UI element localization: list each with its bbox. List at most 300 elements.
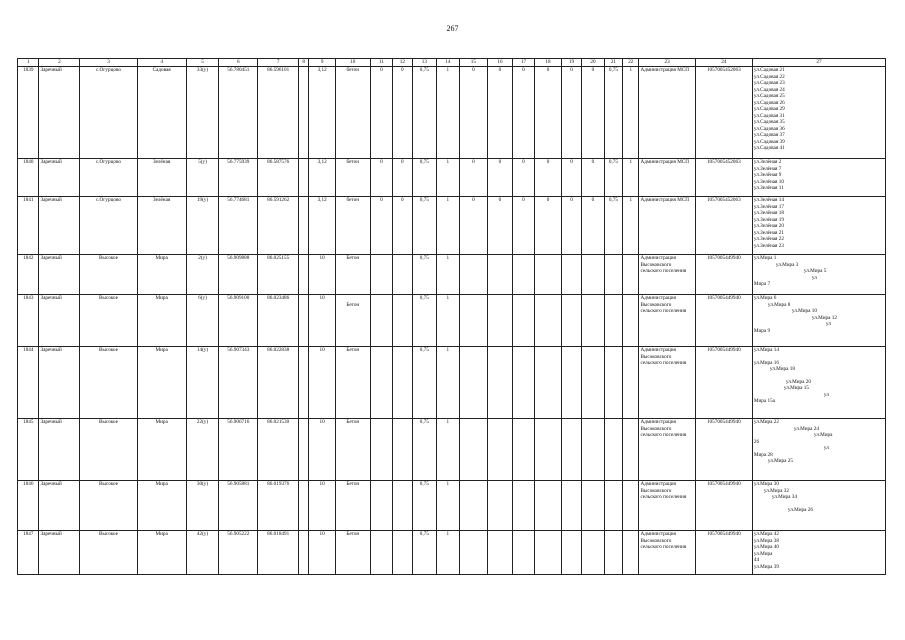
address-line: ул.Зелёная 14 [753,197,784,203]
col13-cell: 0,75 [412,197,437,255]
house-cell: 19(у) [186,197,219,255]
col8-cell [299,481,309,531]
area-cell: 10 [309,295,336,347]
address-line: ул.Зелёная 18 [753,210,784,216]
address-line: ул.Зелёная 20 [753,223,784,229]
address-line: ул.Мира 12 [811,314,837,321]
row-number: 1839 [18,67,39,159]
latitude-cell: 56.906716 [219,419,258,481]
address-line: ул.Садовая 39 [753,138,785,145]
row-number: 1846 [18,481,39,531]
surface-cell: бетон [335,67,370,159]
longitude-cell: 86.591262 [258,197,299,255]
col12-cell [393,255,412,295]
col14-cell: 1 [437,67,459,159]
column-header: 24 [695,59,752,67]
col18-cell [535,347,562,419]
col16-cell [488,295,513,347]
address-line: ул.Мира 34 [771,494,797,500]
house-cell: 5(у) [186,159,219,197]
locality-cell: Высокое [80,347,137,419]
address-line: ул.Садовая 35 [753,119,785,125]
col11-cell [370,531,392,575]
col12-cell [393,295,412,347]
address-line: ул.Мира [753,550,773,557]
col17-cell: 0 [512,197,534,255]
address-line: ул.Зелёная 19 [753,216,784,223]
col15-cell [459,347,488,419]
row-number: 1844 [18,347,39,419]
latitude-cell: 56.775939 [219,159,258,197]
column-header: 2 [39,59,80,67]
col16-cell [488,481,513,531]
col21-cell [604,295,622,347]
col19-cell [561,531,581,575]
street-cell: Зелёная [137,159,186,197]
col18-cell: 0 [535,159,562,197]
column-header: 6 [219,59,258,67]
col8-cell [299,197,309,255]
locality-cell: с.Огурцово [80,159,137,197]
column-header: 16 [488,59,513,67]
col20-cell [582,481,604,531]
col18-cell: 0 [535,197,562,255]
street-cell: Садовая [137,67,186,159]
col21-cell: 0,75 [604,197,622,255]
col14-cell: 1 [437,197,459,255]
col13-cell: 0,75 [412,419,437,481]
table-row [18,295,886,347]
col13-cell: 0,75 [412,481,437,531]
col8-cell [299,419,309,481]
latitude-cell: 56.909888 [219,255,258,295]
row-number: 1847 [18,531,39,575]
col13-cell: 0,75 [412,347,437,419]
address-line: ул.Мира [813,432,833,438]
col16-cell [488,531,513,575]
address-line: ул.Мира 15 [783,385,809,391]
col17-cell [512,419,534,481]
address-line: ул.Мира 8 [767,301,791,308]
column-header: 5 [186,59,219,67]
address-line: Мира 28 [753,451,773,458]
col19-cell [561,347,581,419]
col18-cell [535,481,562,531]
col16-cell: 0 [488,197,513,255]
col17-cell: 0 [512,159,534,197]
address-line: 44 [753,557,760,563]
col14-cell: 1 [437,159,459,197]
address-line: ул.Зелёная 7 [753,165,782,172]
administration-cell: Администрация Высоковского сельского поселения [639,419,695,481]
served-addresses-cell [752,295,885,347]
address-line: ул.Мира 20 [785,378,811,385]
administration-cell: Администрация Высоковского сельского поселения [639,255,695,295]
district-cell: Заречный [39,197,80,255]
col11-cell [370,419,392,481]
col11-cell [370,295,392,347]
area-cell: 10 [309,255,336,295]
address-line: ул.Зелёная 22 [753,236,784,242]
col8-cell [299,67,309,159]
col19-cell: 0 [561,67,581,159]
col15-cell [459,531,488,575]
col8-cell [299,347,309,419]
house-cell: 33(у) [186,67,219,159]
table-row [18,255,886,295]
column-header: 21 [604,59,622,67]
served-addresses-cell [752,419,885,481]
administration-cell: Администрация МСП [639,159,695,197]
column-header: 12 [393,59,412,67]
col14-cell: 1 [437,295,459,347]
col21-cell [604,531,622,575]
col16-cell [488,255,513,295]
col11-cell: 0 [370,67,392,159]
ogrn-cell: 1057005449940 [695,347,752,419]
area-cell: 10 [309,481,336,531]
column-header: 22 [623,59,639,67]
served-addresses-cell [752,67,885,159]
ogrn-cell: 1057005452063 [695,159,752,197]
row-number: 1843 [18,295,39,347]
address-line: ул.Мира 16 [753,359,779,366]
col22-cell [623,419,639,481]
column-header: 11 [370,59,392,67]
administration-cell: Администрация Высоковского сельского поселения [639,531,695,575]
col11-cell [370,481,392,531]
column-header: 20 [582,59,604,67]
col21-cell: 0,75 [604,159,622,197]
col18-cell [535,531,562,575]
house-cell: 22(у) [186,419,219,481]
col18-cell [535,255,562,295]
served-addresses-cell [752,255,885,295]
col12-cell: 0 [393,159,412,197]
ogrn-cell: 1057005449940 [695,481,752,531]
surface-cell: Бетон [335,347,370,419]
address-line: ул.Мира 22 [753,419,779,425]
address-line: ул.Мира 26 [787,506,813,513]
col8-cell [299,255,309,295]
row-number: 1845 [18,419,39,481]
latitude-cell: 56.774681 [219,197,258,255]
register-table [17,58,886,575]
locality-cell: Высокое [80,295,137,347]
address-line: ул [823,391,829,398]
column-header: 14 [437,59,459,67]
col15-cell: 0 [459,197,488,255]
area-cell: 3,12 [309,159,336,197]
column-header: 3 [80,59,137,67]
col13-cell: 0,75 [412,255,437,295]
district-cell: Заречный [39,67,80,159]
address-line: ул.Зелёная 10 [753,178,784,185]
locality-cell: с.Огурцово [80,197,137,255]
col15-cell [459,419,488,481]
latitude-cell: 56.909100 [219,295,258,347]
surface-text: Бетон [346,302,360,308]
col8-cell [299,159,309,197]
district-cell: Заречный [39,481,80,531]
col12-cell [393,347,412,419]
address-line: ул.Зелёная 9 [753,172,782,178]
header-row [18,59,886,67]
col22-cell [623,347,639,419]
col14-cell: 1 [437,481,459,531]
address-line: ул.Садовая 29 [753,106,785,112]
surface-cell: бетон [335,197,370,255]
col22-cell [623,295,639,347]
ogrn-cell: 1057005452063 [695,67,752,159]
served-addresses-cell [752,347,885,419]
col20-cell: 0 [582,67,604,159]
address-line: ул.Зелёная 17 [753,203,784,210]
surface-cell: Бетон [335,419,370,481]
address-line: ул.Садовая 25 [753,93,785,99]
col21-cell [604,481,622,531]
table-row [18,481,886,531]
col14-cell: 1 [437,531,459,575]
col22-cell [623,531,639,575]
col12-cell: 0 [393,197,412,255]
col12-cell [393,481,412,531]
col15-cell [459,295,488,347]
col20-cell [582,419,604,481]
col14-cell: 1 [437,255,459,295]
col21-cell [604,419,622,481]
col12-cell [393,419,412,481]
col16-cell [488,347,513,419]
locality-cell: Высокое [80,419,137,481]
latitude-cell: 56.905881 [219,481,258,531]
administration-cell: Администрация Высоковского сельского поселения [639,295,695,347]
address-line: ул.Зелёная 23 [753,242,784,249]
col20-cell [582,531,604,575]
longitude-cell: 86.018491 [258,531,299,575]
administration-cell: Администрация МСП [639,197,695,255]
column-header: 10 [335,59,370,67]
ogrn-cell: 1057005449940 [695,295,752,347]
ogrn-cell: 1057005452063 [695,197,752,255]
column-header: 18 [535,59,562,67]
col22-cell: 1 [623,159,639,197]
area-cell: 10 [309,347,336,419]
district-cell: Заречный [39,347,80,419]
col18-cell [535,419,562,481]
longitude-cell: 86.587576 [258,159,299,197]
district-cell: Заречный [39,159,80,197]
latitude-cell: 56.780451 [219,67,258,159]
address-line: Мира 9 [753,327,771,334]
col17-cell [512,481,534,531]
col22-cell: 1 [623,197,639,255]
col17-cell: 0 [512,67,534,159]
surface-cell [335,295,370,347]
address-line: ул.Зелёная 2 [753,159,782,165]
address-line: ул.Мира 1 [753,255,777,261]
col11-cell [370,347,392,419]
address-line: ул.Мира 24 [793,425,819,432]
locality-cell: Высокое [80,481,137,531]
col18-cell: 0 [535,67,562,159]
address-line: ул.Мира 39 [753,563,779,570]
district-cell: Заречный [39,531,80,575]
longitude-cell: 86.596101 [258,67,299,159]
address-line: ул [811,274,817,281]
column-header: 23 [639,59,695,67]
address-line: ул.Мира 25 [767,458,793,464]
address-line: ул.Садовая 23 [753,80,785,86]
served-addresses-cell [752,197,885,255]
locality-cell: Высокое [80,255,137,295]
row-number: 1842 [18,255,39,295]
column-header: 13 [412,59,437,67]
address-line: ул.Садовая 37 [753,132,785,138]
address-line: Мира 15а [753,398,775,404]
address-line: ул.Мира 38 [753,537,779,544]
house-cell: 30(у) [186,481,219,531]
col15-cell: 0 [459,159,488,197]
served-addresses-cell [752,159,885,197]
col19-cell [561,255,581,295]
col19-cell [561,295,581,347]
table-row [18,197,886,255]
col17-cell [512,255,534,295]
col20-cell [582,295,604,347]
administration-cell: Администрация Высоковского сельского поселения [639,481,695,531]
address-line: ул.Мира 14 [753,347,779,353]
address-line: ул.Садовая 26 [753,99,785,106]
col20-cell [582,347,604,419]
street-cell: Мира [137,531,186,575]
col19-cell: 0 [561,197,581,255]
street-cell: Мира [137,481,186,531]
longitude-cell: 86.019376 [258,481,299,531]
col18-cell [535,295,562,347]
ogrn-cell: 1057005449940 [695,419,752,481]
col15-cell [459,255,488,295]
column-header: 7 [258,59,299,67]
ogrn-cell: 1057005449940 [695,255,752,295]
column-header: 1 [18,59,39,67]
address-line: ул.Мира 42 [753,531,779,537]
col13-cell: 0,75 [412,67,437,159]
col17-cell [512,295,534,347]
col15-cell [459,481,488,531]
col21-cell [604,255,622,295]
col13-cell: 0,75 [412,531,437,575]
surface-cell: Бетон [335,255,370,295]
col17-cell [512,347,534,419]
col16-cell: 0 [488,159,513,197]
area-cell: 10 [309,531,336,575]
longitude-cell: 86.023486 [258,295,299,347]
col13-cell: 0,75 [412,159,437,197]
address-line: ул.Садовая 22 [753,73,785,80]
street-cell: Мира [137,347,186,419]
address-line: ул.Мира 6 [753,295,777,301]
col22-cell [623,255,639,295]
served-addresses-cell [752,531,885,575]
table-row [18,531,886,575]
administration-cell: Администрация МСП [639,67,695,159]
house-cell: 6(у) [186,295,219,347]
col11-cell [370,255,392,295]
longitude-cell: 86.021530 [258,419,299,481]
address-line: ул.Мира 40 [753,544,779,550]
col14-cell: 1 [437,419,459,481]
column-header: 15 [459,59,488,67]
table-row [18,67,886,159]
area-cell: 3,12 [309,67,336,159]
address-line: ул.Садовая 24 [753,86,785,93]
longitude-cell: 86.022838 [258,347,299,419]
col8-cell [299,295,309,347]
row-number: 1840 [18,159,39,197]
address-line: ул.Мира 32 [763,487,789,494]
table-row [18,347,886,419]
house-cell: 2(у) [186,255,219,295]
administration-cell: Администрация Высоковского сельского поселения [639,347,695,419]
col21-cell: 0,75 [604,67,622,159]
table-row [18,419,886,481]
col11-cell: 0 [370,159,392,197]
col11-cell: 0 [370,197,392,255]
col14-cell: 1 [437,347,459,419]
street-cell: Мира [137,419,186,481]
col20-cell [582,255,604,295]
col19-cell [561,481,581,531]
surface-cell: Бетон [335,531,370,575]
district-cell: Заречный [39,295,80,347]
col8-cell [299,531,309,575]
column-header: 4 [137,59,186,67]
district-cell: Заречный [39,419,80,481]
address-line: ул [823,445,829,451]
address-line: ул.Садовая 21 [753,67,785,73]
address-line: ул.Зелёная 11 [753,185,784,191]
col22-cell [623,481,639,531]
locality-cell: с.Огурцово [80,67,137,159]
street-cell: Мира [137,255,186,295]
address-line: ул.Зелёная 21 [753,229,784,236]
district-cell: Заречный [39,255,80,295]
page-number: 267 [446,24,459,33]
col15-cell: 0 [459,67,488,159]
col22-cell: 1 [623,67,639,159]
address-line: ул.Садовая 41 [753,145,785,151]
street-cell: Зелёная [137,197,186,255]
column-header: 17 [512,59,534,67]
latitude-cell: 56.907343 [219,347,258,419]
address-line: 26 [753,438,760,445]
column-header: 8 [299,59,309,67]
latitude-cell: 56.905222 [219,531,258,575]
house-cell: 42(у) [186,531,219,575]
address-line: ул.Мира 30 [753,481,779,487]
area-cell: 3,12 [309,197,336,255]
surface-cell: бетон [335,159,370,197]
street-cell: Мира [137,295,186,347]
row-number: 1841 [18,197,39,255]
col19-cell [561,419,581,481]
address-line: ул.Мира 18 [769,366,795,372]
column-header: 9 [309,59,336,67]
locality-cell: Высокое [80,531,137,575]
house-cell: 14(у) [186,347,219,419]
address-line: ул.Садовая 31 [753,112,785,119]
